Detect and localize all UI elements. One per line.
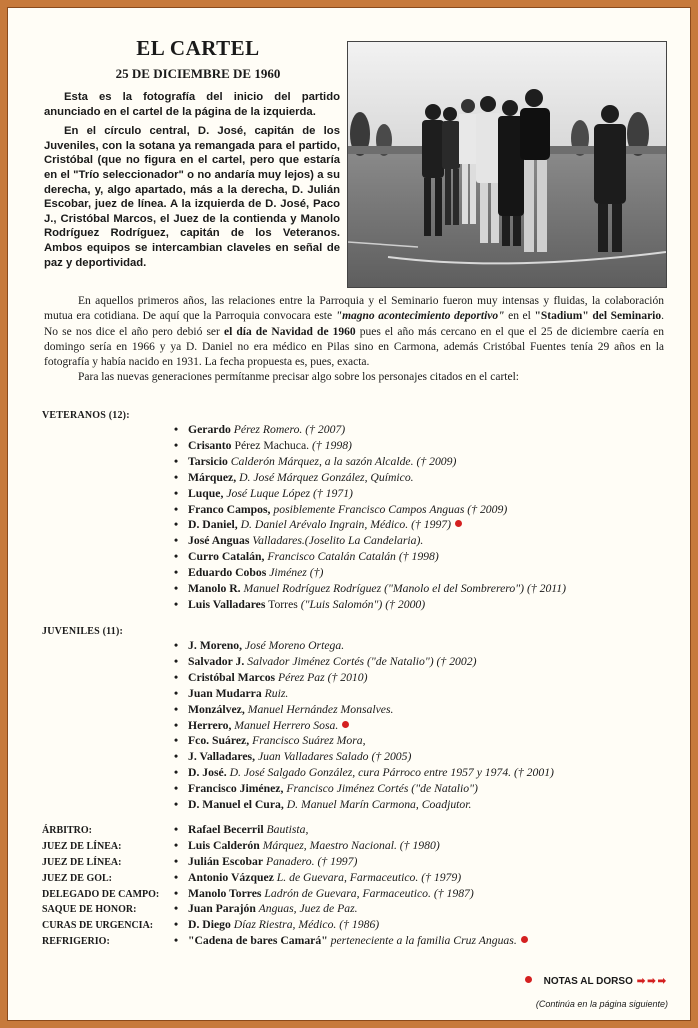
person-nickname: Curro Catalán, (188, 550, 265, 564)
continue-note: (Continúa en la página siguiente) (535, 999, 668, 1009)
official-details: perteneciente a la familia Cruz Anguas. (327, 934, 517, 948)
person-nickname: Luis Valladares (188, 597, 266, 611)
official-name: Julián Escobar (188, 854, 264, 868)
photo-caption (44, 90, 340, 275)
official-name: D. Diego (188, 918, 231, 932)
photo-illustration (348, 42, 666, 287)
person-details: Valladares.(Joselito La Candelaria). (249, 534, 424, 548)
person-details: posiblemente Francisco Campos Anguas († 2009) (270, 502, 508, 516)
person-details: José Luque López († 1971) (223, 486, 353, 500)
document-page (7, 7, 691, 1021)
person-nickname: Cristóbal Marcos (188, 670, 276, 684)
person-details: Pérez Romero. († 2007) (230, 423, 346, 436)
person-details: José Moreno Ortega. (242, 639, 345, 652)
roster-item (174, 470, 566, 486)
person-nickname: D. Manuel el Cura, (188, 798, 284, 812)
person-nickname: José Anguas (188, 534, 250, 548)
roster-item (174, 781, 554, 797)
official-details: Díaz Riestra, Médico. († 1986) (230, 918, 380, 932)
roster-item (174, 565, 566, 581)
body-text-segment: pues el año más cercano en el que el 25 de diciembre caería en domingo sería en 1966 y ya D. Daniel no era médico en Pilas sino en Carmona, además Cristóbal Fuentes tenía 29 años en la fotografía y había nacido en 1931. La fecha propuesta es, pues, exacta. (44, 325, 664, 369)
roster-item (174, 686, 554, 702)
official-row (42, 933, 528, 949)
official-role-label: JUEZ DE LÍNEA: (42, 856, 122, 868)
official-entry (174, 887, 474, 900)
official-entry (174, 871, 461, 884)
roster-item (174, 581, 566, 597)
person-details: Manuel Herrero Sosa. (231, 718, 339, 732)
person-nickname: Manolo R. (188, 582, 241, 596)
official-name: "Cadena de bares Camará" (188, 934, 328, 948)
person-surname: Torres (265, 597, 298, 611)
officials-list (42, 822, 528, 949)
roster-item (174, 749, 554, 765)
note-dot-icon (521, 936, 528, 943)
notes-footer (521, 976, 668, 987)
notes-label: NOTAS AL DORSO (543, 976, 633, 987)
person-details: († 1998) (309, 438, 352, 452)
official-entry (174, 918, 379, 931)
body-paragraph-2: Para las nuevas generaciones permítanme precisar algo sobre los personajes citados en el cartel: (78, 371, 519, 384)
person-nickname: Franco Campos, (188, 502, 271, 516)
roster-item (174, 438, 566, 454)
person-details: D. Daniel Arévalo Ingrain, Médico. († 1997) (237, 518, 452, 532)
match-photograph (347, 41, 667, 288)
official-role-label: ÁRBITRO: (42, 825, 93, 836)
official-role-label: REFRIGERIO: (42, 936, 110, 948)
official-details: Anguas, Juez de Paz. (255, 902, 358, 916)
person-nickname: D. José. (188, 766, 227, 780)
official-details: Panadero. († 1997) (263, 854, 358, 868)
person-nickname: Crisanto (188, 438, 232, 452)
person-details: Jiménez (†) (266, 566, 324, 580)
official-row (42, 870, 528, 886)
official-details: Ladrón de Guevara, Farmaceutico. († 1987) (261, 886, 474, 900)
body-emphasis: "magno acontecimiento deportivo" (335, 310, 505, 323)
juveniles-list (174, 638, 554, 813)
page-title: EL CARTEL (136, 36, 260, 60)
roster-item (174, 797, 554, 813)
official-name: Luis Calderón (188, 838, 260, 852)
official-entry (174, 823, 308, 836)
person-nickname: Márquez, (188, 470, 237, 484)
person-nickname: J. Moreno, (188, 639, 242, 652)
person-nickname: D. Daniel, (188, 518, 238, 532)
person-details: ("Luis Salomón") († 2000) (297, 597, 426, 611)
person-details: Francisco Suárez Mora, (249, 734, 366, 748)
official-name: Rafael Becerril (188, 823, 264, 836)
body-emphasis: "Stadium" del Seminario (534, 310, 662, 323)
body-paragraph-1 (44, 294, 664, 370)
roster-item (174, 597, 566, 613)
official-name: Manolo Torres (188, 886, 262, 900)
official-entry (174, 839, 440, 852)
person-details: Juan Valladares Salado († 2005) (255, 750, 412, 764)
roster-item (174, 533, 566, 549)
body-text-segment: en el (504, 310, 535, 323)
official-name: Antonio Vázquez (188, 870, 274, 884)
official-role-label: JUEZ DE GOL: (42, 872, 113, 884)
roster-item (174, 765, 554, 781)
caption-paragraph-2: En el círculo central, D. José, capitán de los Juveniles, con la sotana ya remangada para el partido, Cristóbal (que no figura en el cartel, pero que estaría en el "Trío seleccionador" o no andaría muy lejos) a su derecha, y, algo apartado, más a la derecha, D. Julián Escobar, juez de línea. A la izquierda de D. José, Paco J., Cristóbal Marcos, el Juez de la contienda y Manolo Rodríguez Rodríguez, capitán de los Veteranos. Ambos equipos se intercambian claveles en señal de paz y deportividad. (44, 125, 340, 269)
official-role-label: SAQUE DE HONOR: (42, 904, 137, 916)
person-nickname: Luque, (188, 486, 224, 500)
official-details: Bautista, (263, 823, 309, 836)
person-nickname: Salvador J. (188, 654, 245, 668)
person-details: Francisco Jiménez Cortés ("de Natalio") (283, 782, 478, 796)
person-nickname: Monzálvez, (188, 702, 245, 716)
roster-item (174, 654, 554, 670)
person-details: D. José Márquez González, Químico. (236, 470, 414, 484)
official-row (42, 901, 528, 917)
roster-item (174, 638, 554, 654)
body-emphasis: el día de Navidad de 1960 (223, 325, 356, 338)
official-row (42, 838, 528, 854)
official-entry (174, 902, 358, 915)
person-details: D. Manuel Marín Carmona, Coadjutor. (283, 798, 472, 812)
person-nickname: Tarsicio (188, 454, 228, 468)
arrows-icon: ➡➡➡ (636, 976, 668, 987)
official-details: L. de Guevara, Farmaceutico. († 1979) (273, 870, 462, 884)
caption-paragraph-1: Esta es la fotografía del inicio del partido anunciado en el cartel de la página de la izquierda. (44, 91, 340, 118)
roster-item (174, 422, 566, 438)
person-details: Calderón Márquez, a la sazón Alcalde. († 2009) (227, 454, 457, 468)
official-row (42, 886, 528, 902)
roster-item (174, 502, 566, 518)
roster-item (174, 702, 554, 718)
person-details: Francisco Catalán Catalán († 1998) (264, 550, 439, 564)
official-row (42, 822, 528, 838)
veteranos-label: VETERANOS (12): (42, 410, 130, 421)
official-row (42, 854, 528, 870)
roster-item (174, 454, 566, 470)
body-text-segment: . No se nos dice el año pero debió ser (44, 310, 664, 338)
body-text-segment: En aquellos primeros años, las relaciones entre la Parroquia y el Seminario fueron muy intensas y fluidas, la colaboración mutua era cotidiana. De aquí que la Parroquia convocara este (44, 295, 664, 323)
person-nickname: Juan Mudarra (188, 686, 262, 700)
official-details: Márquez, Maestro Nacional. († 1980) (259, 838, 440, 852)
juveniles-label: JUVENILES (11): (42, 626, 124, 637)
bullet-dot-icon (525, 976, 532, 983)
official-entry (174, 855, 357, 868)
person-nickname: Fco. Suárez, (188, 734, 250, 748)
person-details: D. José Salgado González, cura Párroco entre 1957 y 1974. († 2001) (226, 766, 554, 780)
official-row (42, 917, 528, 933)
official-role-label: CURAS DE URGENCIA: (42, 920, 154, 932)
person-surname: Pérez Machuca. (231, 438, 310, 452)
official-role-label: DELEGADO DE CAMPO: (42, 888, 160, 900)
note-dot-icon (455, 520, 462, 527)
person-nickname: Herrero, (188, 718, 232, 732)
note-dot-icon (342, 721, 349, 728)
person-nickname: Gerardo (188, 423, 231, 436)
person-details: Manuel Hernández Monsalves. (244, 702, 394, 716)
roster-item (174, 670, 554, 686)
body-text (44, 294, 664, 386)
roster-item (174, 733, 554, 749)
person-nickname: Eduardo Cobos (188, 566, 267, 580)
person-details: Salvador Jiménez Cortés ("de Natalio") († 2002) (244, 654, 477, 668)
roster-item (174, 517, 566, 533)
person-details: Pérez Paz († 2010) (275, 670, 368, 684)
person-nickname: Francisco Jiménez, (188, 782, 284, 796)
person-details: Ruiz. (261, 686, 289, 700)
official-role-label: JUEZ DE LÍNEA: (42, 840, 122, 852)
veteranos-list (174, 422, 566, 613)
roster-item (174, 549, 566, 565)
official-name: Juan Parajón (188, 902, 256, 916)
official-entry (174, 934, 528, 947)
person-details: Manuel Rodríguez Rodríguez ("Manolo el del Sombrerero") († 2011) (240, 582, 567, 596)
page-date: 25 DE DICIEMBRE DE 1960 (115, 66, 281, 81)
roster-item (174, 486, 566, 502)
roster-item (174, 718, 554, 734)
person-nickname: J. Valladares, (188, 750, 256, 764)
